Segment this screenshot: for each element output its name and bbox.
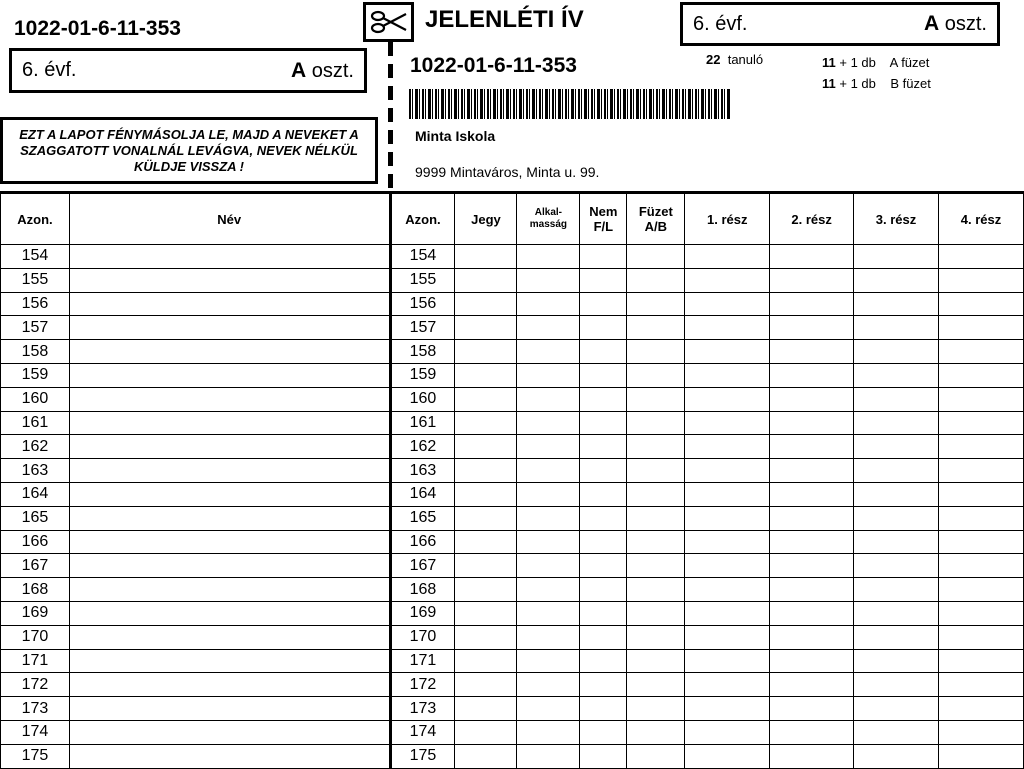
entry-cell[interactable] — [627, 673, 685, 697]
entry-cell[interactable] — [69, 316, 390, 340]
stub-id-cell: 154 — [1, 245, 70, 269]
entry-cell[interactable] — [455, 744, 517, 768]
entry-cell[interactable] — [627, 601, 685, 625]
stub-id-cell: 167 — [1, 554, 70, 578]
entry-cell[interactable] — [770, 554, 854, 578]
column-header-10: 4. rész — [939, 193, 1024, 245]
entry-cell[interactable] — [580, 673, 627, 697]
scissors-icon — [369, 7, 409, 37]
id-cell: 172 — [390, 673, 455, 697]
entry-cell[interactable] — [580, 363, 627, 387]
id-cell: 162 — [390, 435, 455, 459]
id-cell: 165 — [390, 506, 455, 530]
entry-cell[interactable] — [685, 744, 770, 768]
entry-cell[interactable] — [854, 649, 939, 673]
stub-id-cell: 161 — [1, 411, 70, 435]
entry-cell[interactable] — [580, 411, 627, 435]
entry-cell[interactable] — [69, 245, 390, 269]
table-row — [1, 387, 1024, 411]
entry-cell[interactable] — [685, 316, 770, 340]
entry-cell[interactable] — [854, 554, 939, 578]
entry-cell[interactable] — [455, 411, 517, 435]
stub-code: 1022-01-6-11-353 — [14, 17, 181, 40]
entry-cell[interactable] — [627, 316, 685, 340]
id-cell: 173 — [390, 697, 455, 721]
entry-cell[interactable] — [685, 697, 770, 721]
entry-cell[interactable] — [627, 554, 685, 578]
table-row — [1, 530, 1024, 554]
entry-cell[interactable] — [455, 649, 517, 673]
entry-cell[interactable] — [939, 459, 1024, 483]
entry-cell[interactable] — [69, 387, 390, 411]
column-header-5: Nem F/L — [580, 193, 627, 245]
id-cell: 157 — [390, 316, 455, 340]
entry-cell[interactable] — [770, 578, 854, 602]
stub-id-cell: 175 — [1, 744, 70, 768]
entry-cell[interactable] — [939, 482, 1024, 506]
entry-cell[interactable] — [517, 506, 580, 530]
entry-cell[interactable] — [517, 340, 580, 364]
id-cell: 154 — [390, 245, 455, 269]
entry-cell[interactable] — [854, 673, 939, 697]
table-row — [1, 506, 1024, 530]
id-cell: 174 — [390, 720, 455, 744]
entry-cell[interactable] — [69, 649, 390, 673]
table-row — [1, 340, 1024, 364]
entry-cell[interactable] — [939, 340, 1024, 364]
entry-cell[interactable] — [685, 268, 770, 292]
entry-cell[interactable] — [627, 578, 685, 602]
cut-line — [388, 42, 393, 190]
id-cell: 170 — [390, 625, 455, 649]
table-row — [1, 482, 1024, 506]
entry-cell[interactable] — [580, 387, 627, 411]
id-cell: 167 — [390, 554, 455, 578]
id-cell: 155 — [390, 268, 455, 292]
entry-cell[interactable] — [580, 625, 627, 649]
stub-id-cell: 165 — [1, 506, 70, 530]
entry-cell[interactable] — [455, 340, 517, 364]
entry-cell[interactable] — [455, 268, 517, 292]
entry-cell[interactable] — [455, 697, 517, 721]
table-body — [1, 245, 1024, 769]
entry-cell[interactable] — [939, 268, 1024, 292]
entry-cell[interactable] — [580, 340, 627, 364]
entry-cell[interactable] — [685, 387, 770, 411]
entry-cell[interactable] — [69, 482, 390, 506]
table-row — [1, 435, 1024, 459]
entry-cell[interactable] — [580, 245, 627, 269]
entry-cell[interactable] — [939, 744, 1024, 768]
entry-cell[interactable] — [69, 554, 390, 578]
column-header-3: Jegy — [455, 193, 517, 245]
entry-cell[interactable] — [580, 316, 627, 340]
table-row — [1, 411, 1024, 435]
entry-cell[interactable] — [770, 530, 854, 554]
id-cell: 168 — [390, 578, 455, 602]
entry-cell[interactable] — [627, 530, 685, 554]
stub-id-cell: 160 — [1, 387, 70, 411]
entry-cell[interactable] — [517, 268, 580, 292]
scissors-box — [363, 2, 414, 42]
table-row — [1, 316, 1024, 340]
entry-cell[interactable] — [69, 292, 390, 316]
table-row — [1, 720, 1024, 744]
id-cell: 171 — [390, 649, 455, 673]
entry-cell[interactable] — [517, 649, 580, 673]
entry-cell[interactable] — [770, 482, 854, 506]
entry-cell[interactable] — [580, 482, 627, 506]
entry-cell[interactable] — [770, 340, 854, 364]
students-count: 22 tanuló — [706, 52, 764, 67]
entry-cell[interactable] — [627, 292, 685, 316]
entry-cell[interactable] — [517, 601, 580, 625]
entry-cell[interactable] — [770, 411, 854, 435]
entry-cell[interactable] — [455, 459, 517, 483]
entry-cell[interactable] — [455, 601, 517, 625]
entry-cell[interactable] — [939, 435, 1024, 459]
entry-cell[interactable] — [939, 363, 1024, 387]
stub-id-cell: 159 — [1, 363, 70, 387]
stub-id-cell: 157 — [1, 316, 70, 340]
table-row — [1, 625, 1024, 649]
entry-cell[interactable] — [517, 411, 580, 435]
entry-cell[interactable] — [627, 245, 685, 269]
entry-cell[interactable] — [69, 578, 390, 602]
entry-cell[interactable] — [455, 387, 517, 411]
entry-cell[interactable] — [854, 411, 939, 435]
entry-cell[interactable] — [517, 673, 580, 697]
entry-cell[interactable] — [580, 720, 627, 744]
entry-cell[interactable] — [685, 530, 770, 554]
table-row — [1, 245, 1024, 269]
booklet-b-count: 11 + 1 db B füzet — [822, 76, 931, 91]
stub-id-cell: 174 — [1, 720, 70, 744]
id-cell: 166 — [390, 530, 455, 554]
booklet-a-count: 11 + 1 db A füzet — [822, 55, 930, 70]
entry-cell[interactable] — [854, 744, 939, 768]
id-cell: 156 — [390, 292, 455, 316]
entry-cell[interactable] — [517, 578, 580, 602]
entry-cell[interactable] — [627, 482, 685, 506]
entry-cell[interactable] — [854, 316, 939, 340]
entry-cell[interactable] — [770, 625, 854, 649]
entry-cell[interactable] — [939, 387, 1024, 411]
stub-grade: 6. évf. — [22, 59, 77, 81]
entry-cell[interactable] — [517, 625, 580, 649]
stub-id-cell: 171 — [1, 649, 70, 673]
entry-cell[interactable] — [580, 697, 627, 721]
entry-cell[interactable] — [580, 554, 627, 578]
entry-cell[interactable] — [455, 363, 517, 387]
stub-id-cell: 156 — [1, 292, 70, 316]
entry-cell[interactable] — [685, 673, 770, 697]
entry-cell[interactable] — [770, 245, 854, 269]
entry-cell[interactable] — [854, 340, 939, 364]
entry-cell[interactable] — [580, 530, 627, 554]
entry-cell[interactable] — [685, 506, 770, 530]
stub-id-cell: 166 — [1, 530, 70, 554]
booklet-counts — [822, 52, 931, 94]
entry-cell[interactable] — [580, 506, 627, 530]
id-cell: 158 — [390, 340, 455, 364]
entry-cell[interactable] — [517, 720, 580, 744]
entry-cell[interactable] — [685, 340, 770, 364]
entry-cell[interactable] — [69, 673, 390, 697]
entry-cell[interactable] — [455, 245, 517, 269]
entry-cell[interactable] — [939, 245, 1024, 269]
entry-cell[interactable] — [69, 506, 390, 530]
entry-cell[interactable] — [939, 411, 1024, 435]
stub-id-cell: 172 — [1, 673, 70, 697]
table-row — [1, 554, 1024, 578]
entry-cell[interactable] — [517, 554, 580, 578]
school-address: 9999 Mintaváros, Minta u. 99. — [415, 164, 600, 180]
entry-cell[interactable] — [517, 245, 580, 269]
entry-cell[interactable] — [580, 435, 627, 459]
table-row — [1, 459, 1024, 483]
entry-cell[interactable] — [939, 554, 1024, 578]
stub-class: A oszt. — [291, 58, 354, 82]
school-name: Minta Iskola — [415, 128, 496, 144]
stub-warning: EZT A LAPOT FÉNYMÁSOLJA LE, MAJD A NEVEKET A SZAGGATOTT VONALNÁL LEVÁGVA, NEVEK NÉLKÜL KÜLDJE VISSZA ! — [0, 117, 378, 184]
entry-cell[interactable] — [939, 649, 1024, 673]
entry-cell[interactable] — [685, 554, 770, 578]
entry-cell[interactable] — [517, 744, 580, 768]
entry-cell[interactable] — [854, 387, 939, 411]
entry-cell[interactable] — [685, 435, 770, 459]
entry-cell[interactable] — [627, 506, 685, 530]
entry-cell[interactable] — [69, 268, 390, 292]
entry-cell[interactable] — [455, 625, 517, 649]
entry-cell[interactable] — [455, 506, 517, 530]
entry-cell[interactable] — [455, 554, 517, 578]
entry-cell[interactable] — [854, 625, 939, 649]
entry-cell[interactable] — [580, 268, 627, 292]
stub-id-cell: 169 — [1, 601, 70, 625]
id-cell: 160 — [390, 387, 455, 411]
entry-cell[interactable] — [685, 363, 770, 387]
entry-cell[interactable] — [69, 459, 390, 483]
entry-cell[interactable] — [939, 578, 1024, 602]
entry-cell[interactable] — [939, 316, 1024, 340]
id-cell: 175 — [390, 744, 455, 768]
entry-cell[interactable] — [627, 744, 685, 768]
stub-class-box — [9, 48, 367, 93]
entry-cell[interactable] — [627, 649, 685, 673]
column-header-0: Azon. — [1, 193, 70, 245]
stub-id-cell: 168 — [1, 578, 70, 602]
entry-cell[interactable] — [685, 601, 770, 625]
entry-cell[interactable] — [770, 744, 854, 768]
entry-cell[interactable] — [627, 363, 685, 387]
entry-cell[interactable] — [854, 363, 939, 387]
stub-id-cell: 163 — [1, 459, 70, 483]
stub-id-cell: 158 — [1, 340, 70, 364]
entry-cell[interactable] — [770, 435, 854, 459]
entry-cell[interactable] — [854, 697, 939, 721]
entry-cell[interactable] — [939, 506, 1024, 530]
entry-cell[interactable] — [770, 673, 854, 697]
table-row — [1, 649, 1024, 673]
entry-cell[interactable] — [685, 578, 770, 602]
entry-cell[interactable] — [939, 625, 1024, 649]
header-class-box — [680, 2, 1000, 46]
entry-cell[interactable] — [517, 482, 580, 506]
entry-cell[interactable] — [69, 340, 390, 364]
table-row — [1, 292, 1024, 316]
entry-cell[interactable] — [685, 245, 770, 269]
table-row — [1, 578, 1024, 602]
entry-cell[interactable] — [69, 601, 390, 625]
stub-id-cell: 173 — [1, 697, 70, 721]
column-header-6: Füzet A/B — [627, 193, 685, 245]
entry-cell[interactable] — [685, 625, 770, 649]
id-cell: 164 — [390, 482, 455, 506]
entry-cell[interactable] — [580, 744, 627, 768]
entry-cell[interactable] — [580, 649, 627, 673]
stub-id-cell: 164 — [1, 482, 70, 506]
table-row — [1, 744, 1024, 768]
column-header-7: 1. rész — [685, 193, 770, 245]
entry-cell[interactable] — [517, 387, 580, 411]
entry-cell[interactable] — [770, 601, 854, 625]
entry-cell[interactable] — [854, 292, 939, 316]
entry-cell[interactable] — [685, 292, 770, 316]
page-title: JELENLÉTI ÍV — [425, 6, 584, 33]
header-grade: 6. évf. — [693, 12, 748, 35]
header-class: A oszt. — [924, 12, 987, 35]
entry-cell[interactable] — [627, 697, 685, 721]
entry-cell[interactable] — [854, 506, 939, 530]
entry-cell[interactable] — [517, 435, 580, 459]
entry-cell[interactable] — [627, 387, 685, 411]
barcode — [409, 89, 731, 119]
entry-cell[interactable] — [517, 363, 580, 387]
entry-cell[interactable] — [939, 601, 1024, 625]
table-row — [1, 601, 1024, 625]
table-row — [1, 673, 1024, 697]
entry-cell[interactable] — [69, 744, 390, 768]
entry-cell[interactable] — [770, 363, 854, 387]
entry-cell[interactable] — [685, 482, 770, 506]
entry-cell[interactable] — [580, 578, 627, 602]
entry-cell[interactable] — [455, 720, 517, 744]
entry-cell[interactable] — [580, 292, 627, 316]
entry-cell[interactable] — [455, 435, 517, 459]
entry-cell[interactable] — [939, 697, 1024, 721]
entry-cell[interactable] — [770, 387, 854, 411]
entry-cell[interactable] — [854, 482, 939, 506]
entry-cell[interactable] — [939, 530, 1024, 554]
entry-cell[interactable] — [770, 459, 854, 483]
entry-cell[interactable] — [455, 482, 517, 506]
header-code: 1022-01-6-11-353 — [410, 54, 577, 77]
entry-cell[interactable] — [69, 363, 390, 387]
entry-cell[interactable] — [685, 649, 770, 673]
column-header-4: Alkal- masság — [517, 193, 580, 245]
column-header-9: 3. rész — [854, 193, 939, 245]
id-cell: 159 — [390, 363, 455, 387]
entry-cell[interactable] — [854, 435, 939, 459]
entry-cell[interactable] — [854, 720, 939, 744]
attendance-table — [0, 191, 1024, 769]
entry-cell[interactable] — [854, 459, 939, 483]
stub-id-cell: 170 — [1, 625, 70, 649]
id-cell: 161 — [390, 411, 455, 435]
entry-cell[interactable] — [627, 435, 685, 459]
entry-cell[interactable] — [627, 625, 685, 649]
entry-cell[interactable] — [854, 245, 939, 269]
entry-cell[interactable] — [69, 411, 390, 435]
entry-cell[interactable] — [517, 697, 580, 721]
entry-cell[interactable] — [627, 459, 685, 483]
entry-cell[interactable] — [69, 697, 390, 721]
entry-cell[interactable] — [939, 720, 1024, 744]
entry-cell[interactable] — [770, 720, 854, 744]
entry-cell[interactable] — [69, 530, 390, 554]
entry-cell[interactable] — [854, 530, 939, 554]
entry-cell[interactable] — [854, 268, 939, 292]
entry-cell[interactable] — [770, 649, 854, 673]
column-header-2: Azon. — [390, 193, 455, 245]
entry-cell[interactable] — [455, 578, 517, 602]
entry-cell[interactable] — [517, 316, 580, 340]
entry-cell[interactable] — [685, 720, 770, 744]
entry-cell[interactable] — [770, 292, 854, 316]
entry-cell[interactable] — [455, 292, 517, 316]
entry-cell[interactable] — [580, 459, 627, 483]
entry-cell[interactable] — [770, 268, 854, 292]
table-header — [1, 193, 1024, 245]
id-cell: 163 — [390, 459, 455, 483]
entry-cell[interactable] — [455, 316, 517, 340]
entry-cell[interactable] — [627, 720, 685, 744]
stub-id-cell: 162 — [1, 435, 70, 459]
entry-cell[interactable] — [685, 459, 770, 483]
entry-cell[interactable] — [685, 411, 770, 435]
stub-id-cell: 155 — [1, 268, 70, 292]
entry-cell[interactable] — [770, 697, 854, 721]
entry-cell[interactable] — [627, 340, 685, 364]
entry-cell[interactable] — [69, 625, 390, 649]
column-header-8: 2. rész — [770, 193, 854, 245]
entry-cell[interactable] — [939, 673, 1024, 697]
table-row — [1, 697, 1024, 721]
entry-cell[interactable] — [854, 601, 939, 625]
entry-cell[interactable] — [455, 530, 517, 554]
entry-cell[interactable] — [854, 578, 939, 602]
entry-cell[interactable] — [517, 530, 580, 554]
entry-cell[interactable] — [627, 411, 685, 435]
entry-cell[interactable] — [455, 673, 517, 697]
entry-cell[interactable] — [69, 720, 390, 744]
entry-cell[interactable] — [517, 292, 580, 316]
table-row — [1, 363, 1024, 387]
entry-cell[interactable] — [770, 506, 854, 530]
entry-cell[interactable] — [580, 601, 627, 625]
entry-cell[interactable] — [517, 459, 580, 483]
entry-cell[interactable] — [770, 316, 854, 340]
entry-cell[interactable] — [69, 435, 390, 459]
entry-cell[interactable] — [627, 268, 685, 292]
column-header-1: Név — [69, 193, 390, 245]
id-cell: 169 — [390, 601, 455, 625]
entry-cell[interactable] — [939, 292, 1024, 316]
table-row — [1, 268, 1024, 292]
